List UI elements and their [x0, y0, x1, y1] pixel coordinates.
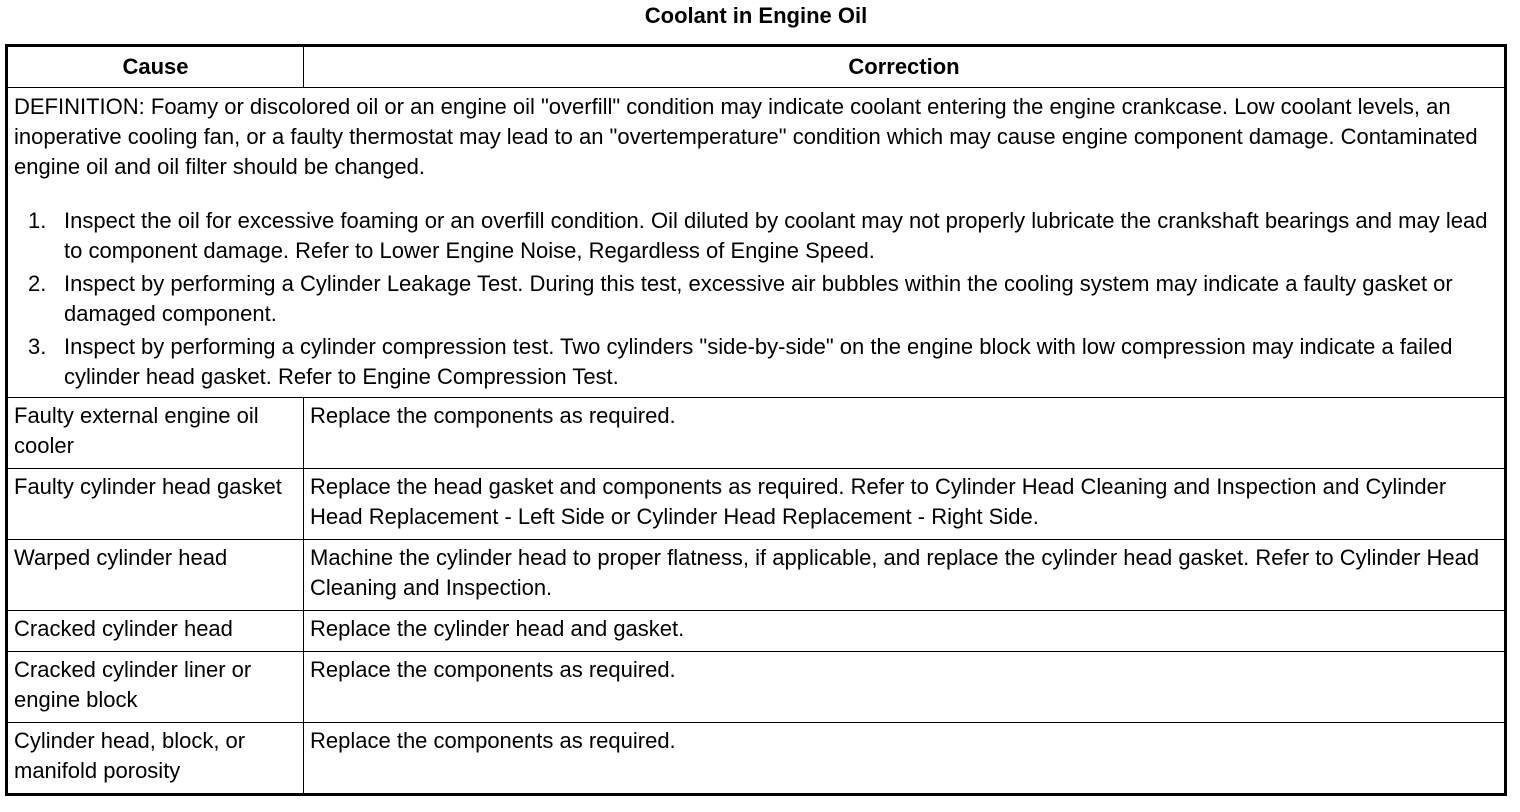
step-item: [28, 206, 1498, 266]
definition-row: [7, 88, 1506, 398]
table-row: [7, 398, 1506, 469]
definition-cell: [7, 88, 1506, 398]
cause-cell: Cylinder head, block, or manifold porosity: [7, 723, 304, 795]
cause-cell: Cracked cylinder head: [7, 611, 304, 652]
definition-text: DEFINITION: Foamy or discolored oil or an engine oil "overfill" condition may indicate coolant entering the engine crankcase. Low coolant levels, an inoperative cooling fan, or a faulty thermostat may lead to an "overtemperature" condition which may cause engine component damage. Contaminated engine oil and oil filter should be changed.: [14, 94, 1478, 179]
table-row: [7, 611, 1506, 652]
step-item: [28, 332, 1498, 392]
cause-cell: Faulty cylinder head gasket: [7, 469, 304, 540]
diagnostic-table: [5, 44, 1507, 796]
page-title: Coolant in Engine Oil: [644, 3, 868, 28]
correction-cell: Replace the components as required.: [304, 723, 1506, 795]
table-row: [7, 469, 1506, 540]
step-number: 3.: [28, 334, 47, 359]
correction-cell: Replace the components as required.: [304, 398, 1506, 469]
correction-cell: Replace the head gasket and components as required. Refer to Cylinder Head Cleaning and Inspection and Cylinder Head Replacement - Left Side or Cylinder Head Replacement - Right Side.: [304, 469, 1506, 540]
correction-cell: Replace the components as required.: [304, 652, 1506, 723]
cause-cell: Cracked cylinder liner or engine block: [7, 652, 304, 723]
table-row: [7, 652, 1506, 723]
correction-cell: Machine the cylinder head to proper flatness, if applicable, and replace the cylinder head gasket. Refer to Cylinder Head Cleaning and Inspection.: [304, 540, 1506, 611]
table-row: [7, 723, 1506, 795]
table-row: [7, 540, 1506, 611]
step-item: [28, 269, 1498, 329]
step-number: 1.: [28, 208, 47, 233]
step-text: Inspect the oil for excessive foaming or an overfill condition. Oil diluted by coolant may not properly lubricate the crankshaft bearings and may lead to component damage. Refer to Lower Engine Noise, Regardless of Engine Speed.: [64, 208, 1488, 263]
step-text: Inspect by performing a Cylinder Leakage Test. During this test, excessive air bubbles within the cooling system may indicate a faulty gasket or damaged component.: [64, 271, 1453, 326]
header-cause: Cause: [7, 46, 304, 88]
table-header-row: [7, 46, 1506, 88]
inspection-steps: [14, 206, 1498, 392]
step-text: Inspect by performing a cylinder compression test. Two cylinders "side-by-side" on the engine block with low compression may indicate a failed cylinder head gasket. Refer to Engine Compression Test.: [64, 334, 1453, 389]
header-correction: Correction: [304, 46, 1506, 88]
cause-cell: Faulty external engine oil cooler: [7, 398, 304, 469]
correction-cell: Replace the cylinder head and gasket.: [304, 611, 1506, 652]
step-number: 2.: [28, 271, 47, 296]
cause-cell: Warped cylinder head: [7, 540, 304, 611]
